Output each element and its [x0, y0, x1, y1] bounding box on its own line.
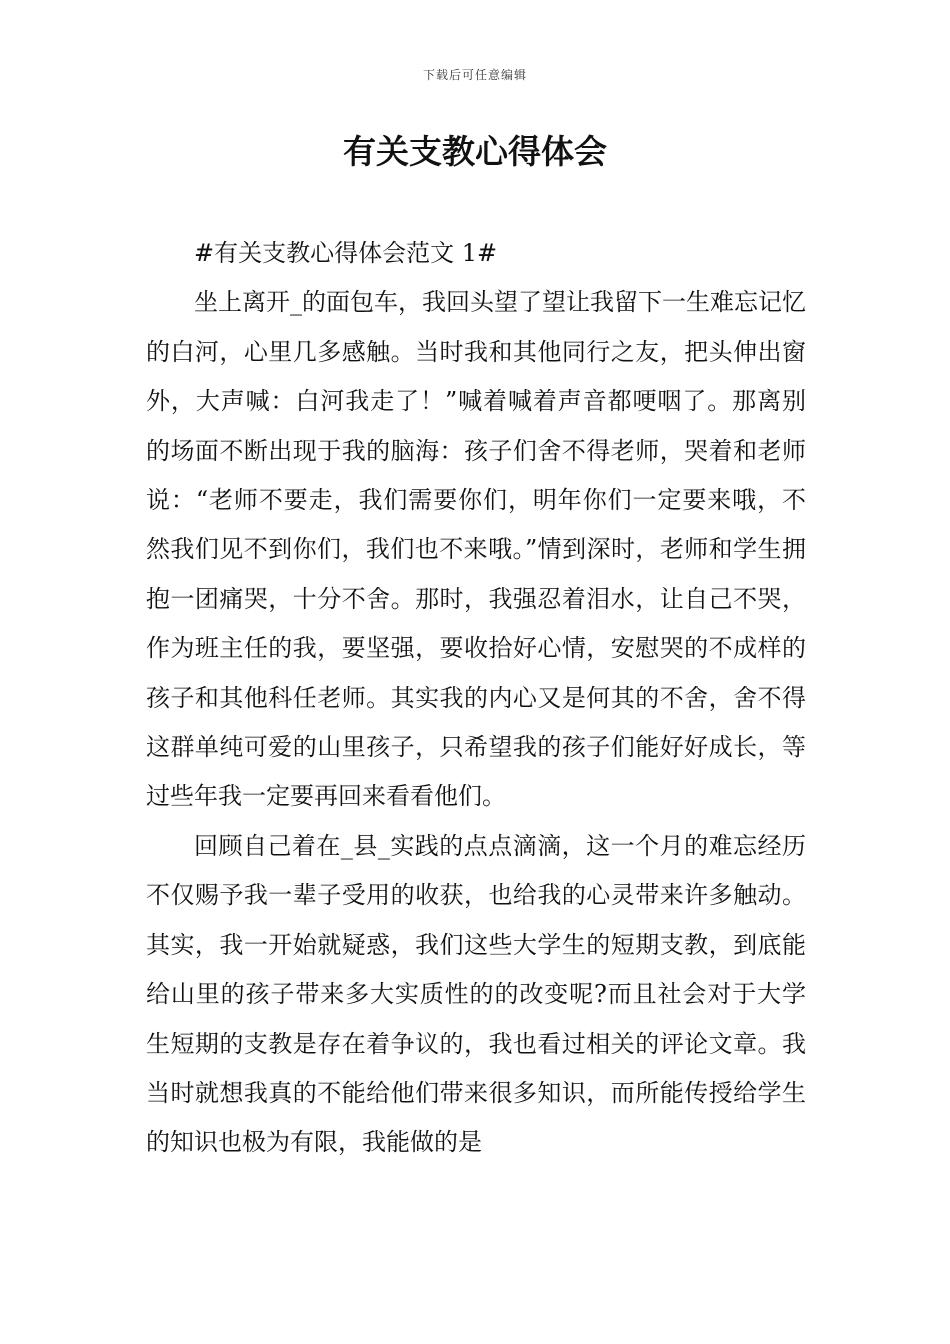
body-paragraph-1: 坐上离开_的面包车，我回头望了望让我留下一生难忘记忆的白河，心里几多感触。当时我和其他同行之友，把头伸出窗外，大声喊：白河我走了！”喊着喊着声音都哽咽了。那离别的场面不断出现于我的脑海：孩子们舍不得老师，哭着和老师说：“老师不要走，我们需要你们，明年你们一定要来哦，不然我们见不到你们，我们也不来哦。”情到深时，老师和学生拥抱一团痛哭，十分不舍。那时，我强忍着泪水，让自己不哭，作为班主任的我，要坚强，要收拾好心情，安慰哭的不成样的孩子和其他科任老师。其实我的内心又是何其的不舍，舍不得这群单纯可爱的山里孩子，只希望我的孩子们能好好成长，等过些年我一定要再回来看看他们。 [146, 288, 806, 811]
header-note: 下载后可任意编辑 [422, 68, 527, 82]
document-body [146, 229, 806, 1168]
document-title: 有关支教心得体会 [343, 132, 607, 171]
section-heading: #有关支教心得体会范文 1# [194, 239, 498, 267]
body-paragraph-2: 回顾自己着在_县_实践的点点滴滴，这一个月的难忘经历不仅赐予我一辈子受用的收获，也给我的心灵带来许多触动。其实，我一开始就疑惑，我们这些大学生的短期支教，到底能给山里的孩子带来多大实质性的的改变呢?而且社会对于大学生短期的支教是存在着争议的，我也看过相关的评论文章。我当时就想我真的不能给他们带来很多知识，而所能传授给学生的知识也极为有限，我能做的是 [146, 831, 806, 1157]
